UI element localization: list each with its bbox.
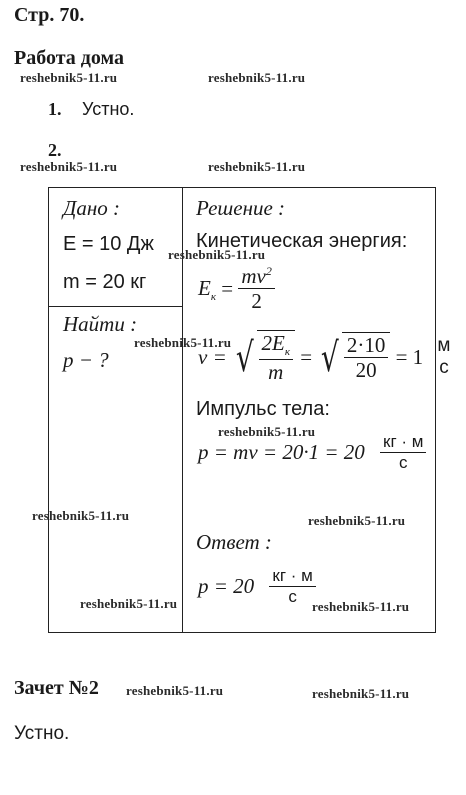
ek-numerator: mv: [241, 264, 266, 288]
answer-formula: [198, 566, 316, 607]
item-1-text: Устно.: [82, 99, 135, 119]
ek-denominator: 2: [251, 289, 262, 314]
velocity-equals: =: [300, 345, 313, 370]
ek-numerator-exponent: 2: [265, 264, 272, 278]
velocity-numeric-numerator: 2·10: [344, 333, 389, 358]
watermark: reshebnik5-11.ru: [208, 70, 306, 85]
watermark: reshebnik5-11.ru: [208, 159, 306, 174]
ek-subscript: к: [210, 290, 216, 303]
watermark: reshebnik5-11.ru: [308, 513, 406, 528]
watermark: reshebnik5-11.ru: [126, 683, 224, 698]
find-header: Найти :: [63, 312, 138, 336]
watermark: reshebnik5-11.ru: [80, 596, 178, 611]
ek-symbol: E: [198, 275, 211, 300]
kinetic-energy-label: Кинетическая энергия:: [196, 230, 408, 252]
velocity-unit-numerator: м: [437, 335, 451, 357]
given-energy: E = 10 Дж: [63, 233, 154, 255]
section-title: Работа дома: [14, 47, 124, 69]
item-2-number: 2.: [48, 140, 62, 160]
table-divider-horizontal: [49, 306, 182, 307]
item-1-number: 1.: [48, 99, 62, 119]
velocity-numeric-denominator: 20: [355, 357, 377, 382]
watermark: reshebnik5-11.ru: [312, 599, 410, 614]
given-header: Дано :: [63, 196, 121, 220]
watermark: reshebnik5-11.ru: [32, 508, 130, 523]
watermark: reshebnik5-11.ru: [218, 424, 316, 439]
momentum-unit-denominator: с: [398, 452, 408, 472]
velocity-lhs: v =: [198, 345, 227, 370]
sqrt-symbol: √ $\frac{2E_к}{m}$: [232, 330, 295, 385]
velocity-formula: [198, 330, 453, 385]
given-mass: m = 20 кг: [63, 271, 147, 293]
velocity-unit-denominator: с: [439, 357, 449, 379]
watermark: reshebnik5-11.ru: [20, 70, 118, 85]
find-momentum: p − ?: [63, 348, 109, 372]
page-label: Стр. 70.: [14, 4, 85, 26]
answer-header: Ответ :: [196, 530, 272, 554]
answer-value: p = 20: [198, 573, 255, 598]
velocity-radicand-subscript: к: [284, 346, 290, 359]
watermark: reshebnik5-11.ru: [168, 247, 266, 262]
impulse-label: Импульс тела:: [196, 398, 330, 420]
momentum-unit-numerator: кг · м: [380, 432, 426, 453]
velocity-radicand-denominator: m: [268, 359, 284, 384]
watermark: reshebnik5-11.ru: [312, 686, 410, 701]
ek-equals: =: [221, 276, 234, 301]
sqrt-symbol: √ $\frac{2\cdot 10}{20}$: [317, 332, 390, 383]
velocity-result: = 1: [395, 345, 424, 370]
watermark: reshebnik5-11.ru: [20, 159, 118, 174]
solution-header: Решение :: [196, 196, 286, 220]
answer-unit-denominator: с: [288, 586, 297, 606]
kinetic-energy-formula: [198, 264, 275, 314]
zachet-text: Устно.: [14, 723, 70, 744]
velocity-radicand-numerator: 2E: [261, 331, 285, 355]
momentum-expression: p = mv = 20·1 = 20: [198, 439, 365, 464]
zachet-title: Зачет №2: [14, 677, 99, 699]
answer-unit-numerator: кг · м: [269, 566, 315, 587]
watermark: reshebnik5-11.ru: [134, 335, 232, 350]
